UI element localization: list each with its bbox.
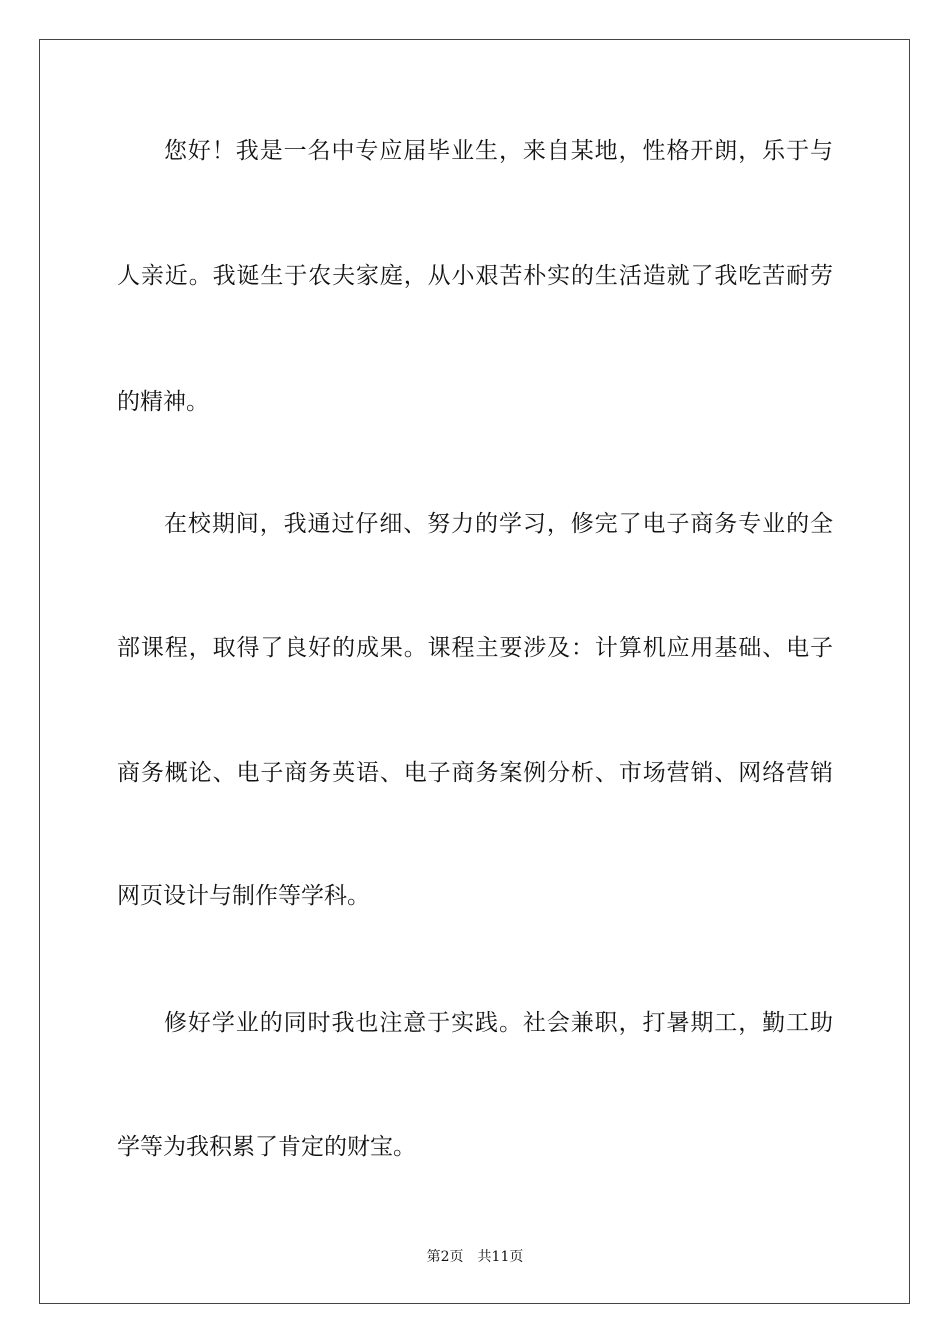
page-footer: [0, 1248, 950, 1266]
paragraph-2-line-1: 在校期间，我通过仔细、努力的学习，修完了电子商务专业的全: [164, 511, 833, 537]
paragraph-1-line-3: 的精神。: [117, 389, 209, 415]
paragraph-2-line-4: 网页设计与制作等学科。: [117, 883, 370, 909]
paragraph-1-line-2: 人亲近。我诞生于农夫家庭，从小艰苦朴实的生活造就了我吃苦耐劳: [117, 263, 833, 289]
paragraph-2-line-3: 商务概论、电子商务英语、电子商务案例分析、市场营销、网络营销: [117, 760, 833, 786]
page-frame: [39, 39, 910, 1304]
paragraph-2-line-2: 部课程，取得了良好的成果。课程主要涉及：计算机应用基础、电子: [117, 635, 833, 661]
page-total: 共11页: [477, 1249, 524, 1265]
paragraph-3-line-2: 学等为我积累了肯定的财宝。: [117, 1134, 416, 1160]
page-number: 第2页: [426, 1249, 464, 1265]
paragraph-1-line-1: 您好！我是一名中专应届毕业生，来自某地，性格开朗，乐于与: [164, 138, 833, 164]
paragraph-3-line-1: 修好学业的同时我也注意于实践。社会兼职，打暑期工，勤工助: [164, 1010, 833, 1036]
